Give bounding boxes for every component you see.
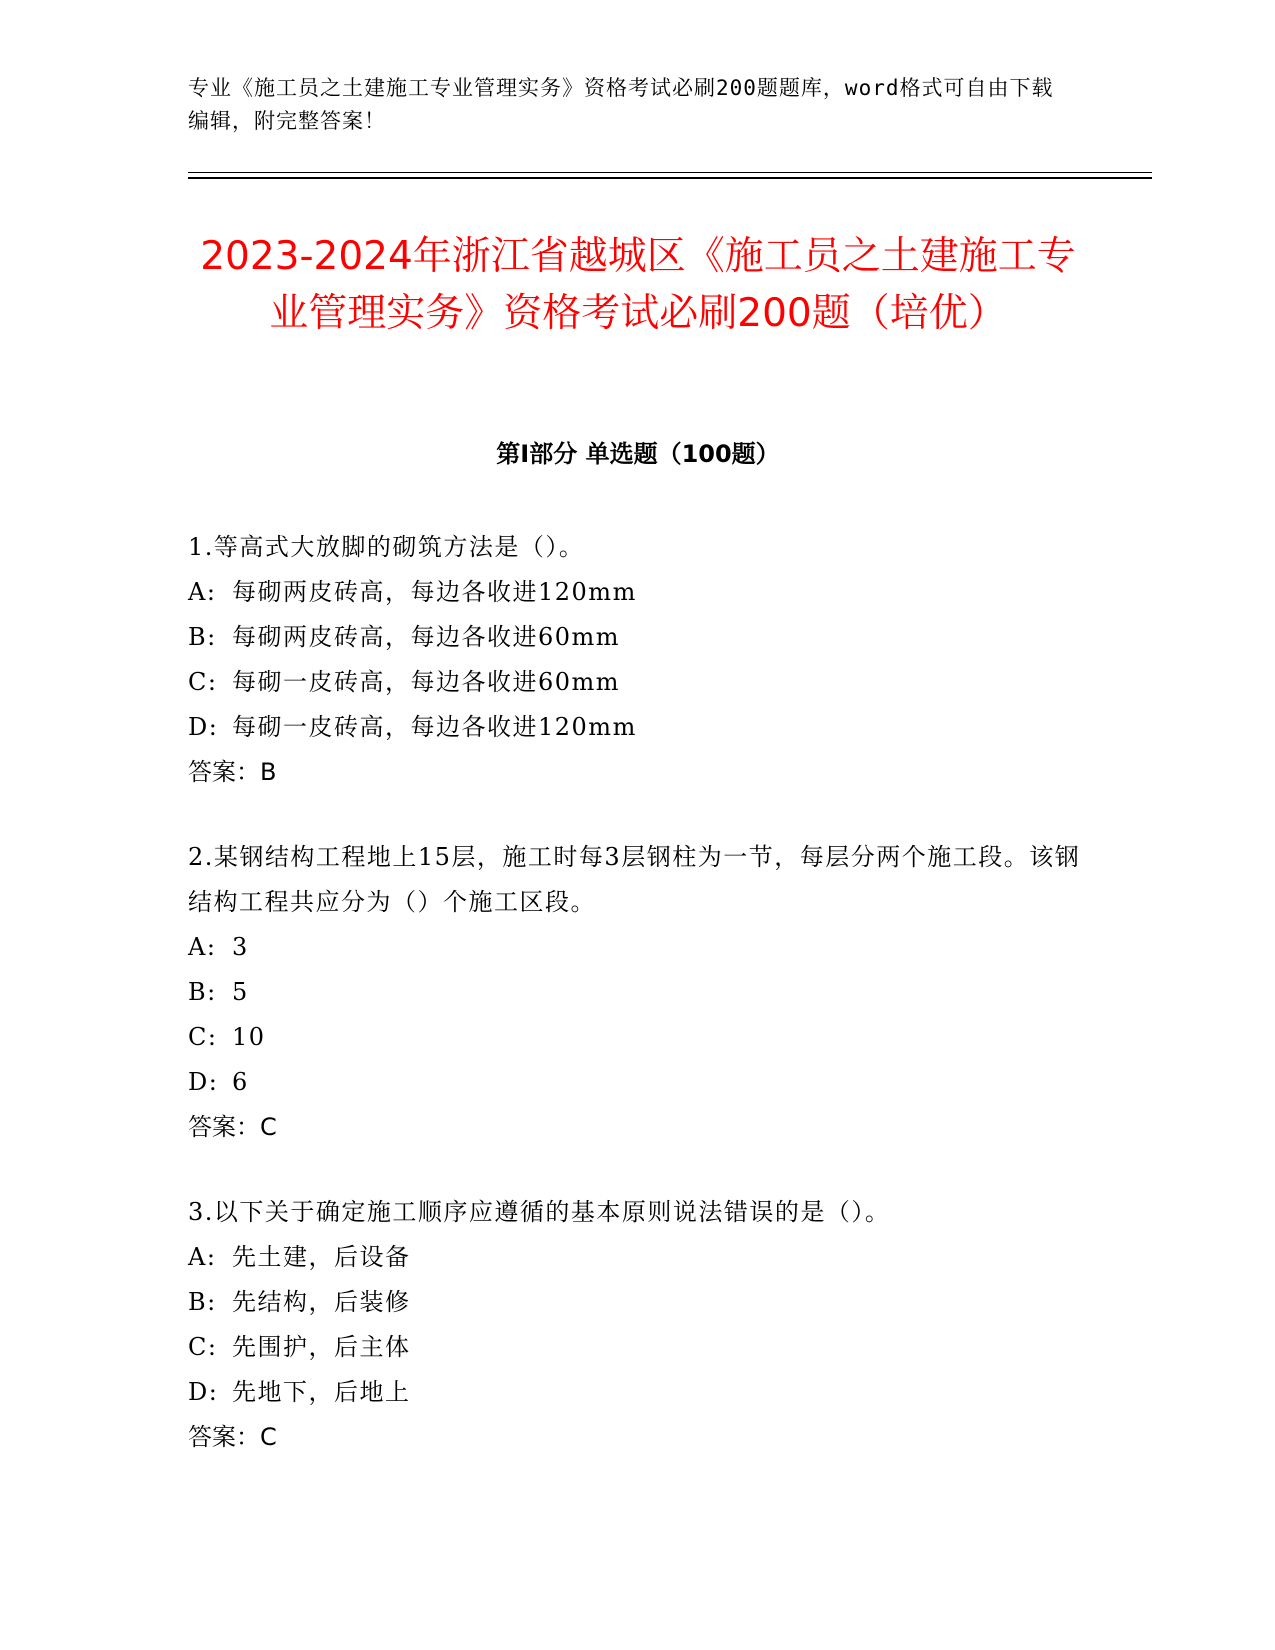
option-c (188, 1015, 1088, 1060)
option-letter: D: (188, 713, 219, 741)
option-letter: B: (188, 1288, 217, 1316)
option-text: 先土建，后设备 (232, 1243, 411, 1271)
option-letter: B: (188, 623, 217, 651)
header-note: 专业《施工员之土建施工专业管理实务》资格考试必刷200题题库，word格式可自由下载编辑，附完整答案！ (188, 76, 1054, 133)
option-d (188, 1370, 1088, 1415)
answer-line: 答案：B (188, 758, 277, 786)
option-b (188, 615, 1088, 660)
option-a (188, 925, 1088, 970)
option-d (188, 1060, 1088, 1105)
question-stem: 2.某钢结构工程地上15层，施工时每3层钢柱为一节，每层分两个施工段。该钢结构工程共应分为（）个施工区段。 (188, 843, 1081, 916)
section-title: 第Ⅰ部分 单选题（100题） (496, 440, 780, 468)
header-rule-top (188, 172, 1152, 173)
option-text: 每砌两皮砖高，每边各收进120mm (232, 578, 637, 606)
option-text: 先地下，后地上 (232, 1378, 411, 1406)
question-stem: 1.等高式大放脚的砌筑方法是（）。 (188, 533, 585, 561)
option-letter: C: (188, 668, 218, 696)
question-1 (188, 525, 1088, 795)
option-text: 先结构，后装修 (232, 1288, 411, 1316)
answer-line: 答案：C (188, 1423, 277, 1451)
option-c (188, 1325, 1088, 1370)
option-letter: D: (188, 1378, 219, 1406)
option-text: 10 (232, 1023, 266, 1051)
option-c (188, 660, 1088, 705)
option-d (188, 705, 1088, 750)
option-letter: A: (188, 933, 217, 961)
option-text: 每砌两皮砖高，每边各收进60mm (232, 623, 621, 651)
question-list (188, 525, 1088, 1500)
header-rule-bottom (188, 177, 1152, 179)
option-b (188, 970, 1088, 1015)
option-letter: C: (188, 1023, 218, 1051)
option-text: 3 (232, 933, 249, 961)
option-a (188, 570, 1088, 615)
option-letter: D: (188, 1068, 219, 1096)
option-letter: C: (188, 1333, 218, 1361)
option-b (188, 1280, 1088, 1325)
option-text: 每砌一皮砖高，每边各收进60mm (232, 668, 621, 696)
option-text: 每砌一皮砖高，每边各收进120mm (232, 713, 637, 741)
question-3 (188, 1190, 1088, 1460)
answer-line: 答案：C (188, 1113, 277, 1141)
option-letter: B: (188, 978, 217, 1006)
option-text: 5 (232, 978, 249, 1006)
option-letter: A: (188, 578, 217, 606)
question-stem: 3.以下关于确定施工顺序应遵循的基本原则说法错误的是（）。 (188, 1198, 891, 1226)
option-text: 先围护，后主体 (232, 1333, 411, 1361)
document-title: 2023-2024年浙江省越城区《施工员之土建施工专业管理实务》资格考试必刷200题（培优） (200, 234, 1076, 336)
question-2 (188, 835, 1088, 1150)
option-letter: A: (188, 1243, 217, 1271)
option-text: 6 (232, 1068, 249, 1096)
option-a (188, 1235, 1088, 1280)
